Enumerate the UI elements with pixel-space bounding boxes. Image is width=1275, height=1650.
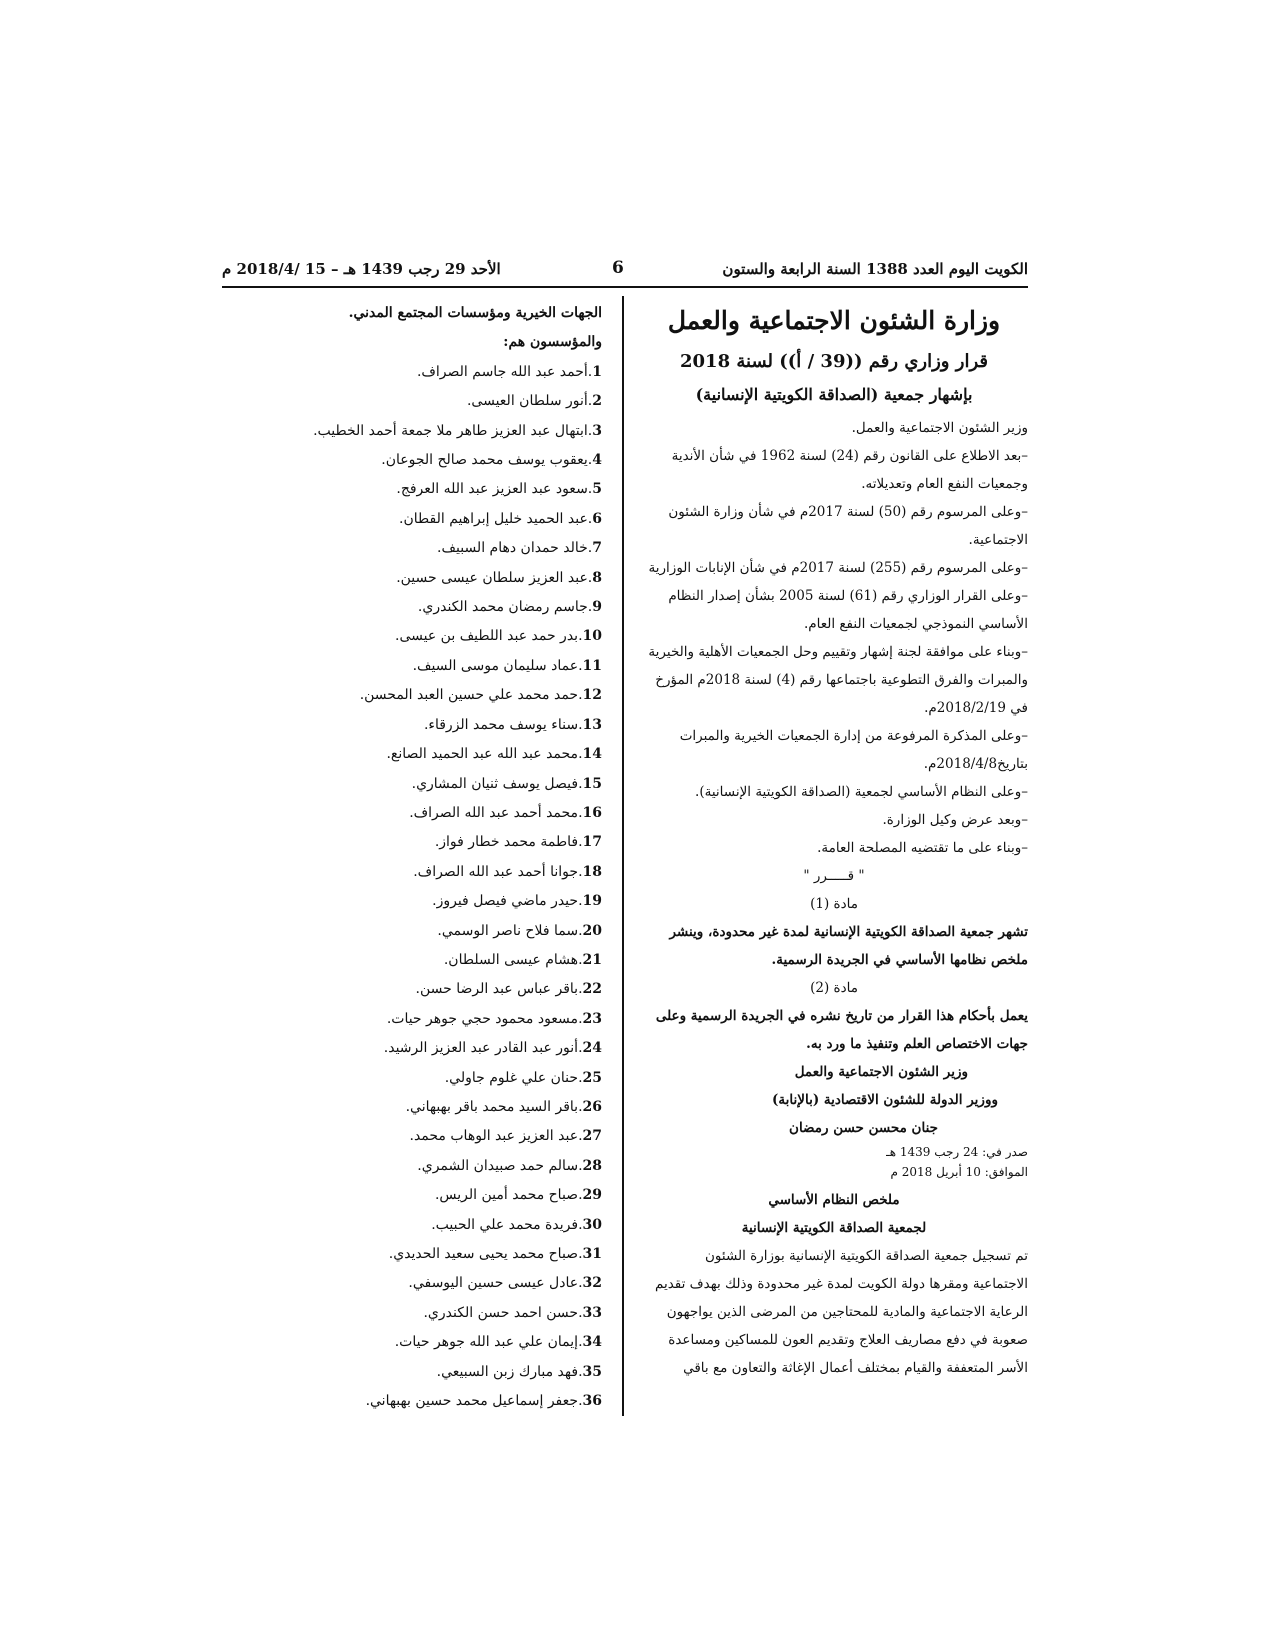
founder-number: 3 bbox=[592, 422, 602, 439]
founder-number: 13 bbox=[582, 716, 602, 733]
founder-number: 31 bbox=[582, 1246, 602, 1262]
founder-number: 17 bbox=[582, 834, 602, 851]
founder-item: 16.محمد أحمد عبد الله الصراف. bbox=[409, 804, 602, 821]
founder-name: جعفر إسماعيل محمد حسين بهبهاني. bbox=[365, 1393, 579, 1410]
summary-continuation: الجهات الخيرية ومؤسسات المجتمع المدني. bbox=[348, 305, 602, 321]
founder-name: حيدر ماضي فيصل فيروز. bbox=[432, 893, 579, 910]
founder-name: هشام عيسى السلطان. bbox=[443, 951, 579, 968]
article-2-title: مادة (2) bbox=[810, 980, 858, 996]
preamble-line: –وعلى المرسوم رقم (50) لسنة 2017م في شأن وزارة الشئون الاجتماعية. bbox=[668, 504, 1028, 548]
founders-label: والمؤسسون هم: bbox=[503, 334, 602, 351]
founder-name: أنور عبد القادر عبد العزيز الرشيد. bbox=[383, 1040, 579, 1057]
founder-number: 21 bbox=[582, 951, 602, 968]
founder-item: 32.عادل عيسى حسين اليوسفي. bbox=[408, 1275, 602, 1292]
founder-number: 29 bbox=[582, 1187, 602, 1204]
founder-number: 2 bbox=[592, 393, 602, 410]
summary-line: الرعاية الاجتماعية والمادية للمحتاجين من المرضى الذين يواجهون bbox=[666, 1304, 1028, 1320]
founder-name: حمد محمد علي حسين العبد المحسن. bbox=[359, 687, 579, 704]
founder-item: 35.فهد مبارك زبن السبيعي. bbox=[436, 1363, 602, 1380]
founder-number: 34 bbox=[582, 1334, 602, 1351]
header-date: الأحد 29 رجب 1439 هـ – 15 /2018/4 م bbox=[222, 260, 501, 278]
summary-subtitle: لجمعية الصداقة الكويتية الإنسانية bbox=[741, 1220, 927, 1236]
founder-item: 31.صباح محمد يحيى سعيد الحديدي. bbox=[388, 1246, 602, 1262]
preamble-line: –وبناء على ما تقتضيه المصلحة العامة. bbox=[817, 840, 1028, 856]
founder-number: 8 bbox=[592, 569, 602, 586]
founder-number: 12 bbox=[582, 687, 602, 704]
founder-name: حسن احمد حسن الكندري. bbox=[423, 1304, 579, 1321]
founder-name: سالم حمد صبيدان الشمري. bbox=[417, 1157, 579, 1174]
founder-item: 25.حنان علي غلوم جاولي. bbox=[444, 1069, 602, 1086]
decree-subject: بإشهار جمعية (الصداقة الكويتية الإنسانية) bbox=[695, 385, 973, 404]
founder-name: سناء يوسف محمد الزرقاء. bbox=[423, 716, 579, 733]
founder-item: 13.سناء يوسف محمد الزرقاء. bbox=[423, 716, 602, 733]
issued-date: صدر في: 24 رجب 1439 هـ bbox=[886, 1145, 1028, 1159]
founder-name: بدر حمد عبد اللطيف بن عيسى. bbox=[395, 628, 579, 645]
summary-title: ملخص النظام الأساسي bbox=[768, 1192, 900, 1208]
founder-item: 14.محمد عبد الله عبد الحميد الصانع. bbox=[386, 746, 602, 763]
founder-item: 15.فيصل يوسف ثنيان المشاري. bbox=[411, 775, 602, 792]
corresponding-date: الموافق: 10 أبريل 2018 م bbox=[890, 1165, 1028, 1179]
founder-name: صباح محمد أمين الريس. bbox=[434, 1187, 579, 1204]
founder-name: مسعود محمود حجي جوهر حيات. bbox=[386, 1010, 579, 1027]
founder-name: خالد حمدان دهام السبيف. bbox=[437, 540, 588, 557]
preamble-line: وجمعيات النفع العام وتعديلاته. bbox=[861, 476, 1028, 492]
preamble-line: بتاريخ2018/4/8م. bbox=[923, 756, 1028, 772]
preamble-line: –وعلى النظام الأساسي لجمعية (الصداقة الكويتية الإنسانية). bbox=[695, 784, 1028, 800]
header-divider bbox=[222, 286, 1028, 288]
founder-item: 28.سالم حمد صبيدان الشمري. bbox=[417, 1157, 602, 1174]
founder-number: 33 bbox=[582, 1304, 602, 1321]
founder-number: 28 bbox=[582, 1157, 602, 1174]
founder-name: فهد مبارك زبن السبيعي. bbox=[436, 1363, 579, 1380]
page-header bbox=[222, 256, 1028, 286]
founder-item: 4.يعقوب يوسف محمد صالح الجوعان. bbox=[381, 452, 602, 469]
article-line: يعمل بأحكام هذا القرار من تاريخ نشره في الجريدة الرسمية وعلى bbox=[655, 1008, 1028, 1024]
founder-item: 7.خالد حمدان دهام السبيف. bbox=[437, 540, 602, 557]
founder-number: 32 bbox=[582, 1275, 602, 1292]
article-2-text bbox=[640, 1002, 1028, 1058]
founder-number: 6 bbox=[592, 510, 602, 527]
left-column bbox=[280, 299, 602, 1416]
preamble-line: –وعلى المذكرة المرفوعة من إدارة الجمعيات الخيرية والمبرات bbox=[679, 728, 1028, 744]
founder-item: 2.أنور سلطان العيسى. bbox=[466, 393, 602, 410]
preamble-line: وزير الشئون الاجتماعية والعمل. bbox=[851, 420, 1028, 436]
header-issue-info: الكويت اليوم العدد 1388 السنة الرابعة والستون bbox=[722, 260, 1028, 278]
founder-item: 11.عماد سليمان موسى السيف. bbox=[412, 657, 602, 674]
founder-name: سما فلاح ناصر الوسمي. bbox=[437, 922, 579, 939]
founder-name: محمد أحمد عبد الله الصراف. bbox=[409, 804, 579, 821]
founder-item: 21.هشام عيسى السلطان. bbox=[443, 951, 602, 968]
founder-name: عبد العزيز عبد الوهاب محمد. bbox=[409, 1128, 579, 1145]
founder-item: 29.صباح محمد أمين الريس. bbox=[434, 1187, 602, 1204]
founder-number: 23 bbox=[582, 1010, 602, 1027]
founder-item: 19.حيدر ماضي فيصل فيروز. bbox=[432, 893, 602, 910]
founder-number: 9 bbox=[592, 599, 602, 616]
founder-name: حنان علي غلوم جاولي. bbox=[444, 1069, 579, 1086]
founder-item: 27.عبد العزيز عبد الوهاب محمد. bbox=[409, 1128, 602, 1145]
signature-title-1: وزير الشئون الاجتماعية والعمل bbox=[794, 1064, 968, 1080]
founder-name: عادل عيسى حسين اليوسفي. bbox=[408, 1275, 579, 1292]
founder-name: باقر السيد محمد باقر بهبهاني. bbox=[405, 1098, 579, 1115]
founder-number: 16 bbox=[582, 804, 602, 821]
founder-name: إيمان علي عبد الله جوهر حيات. bbox=[394, 1334, 579, 1351]
summary-line: الأسر المتعففة والقيام بمختلف أعمال الإغاثة والتعاون مع باقي bbox=[683, 1360, 1028, 1376]
founder-item: 6.عبد الحميد خليل إبراهيم القطان. bbox=[399, 510, 602, 527]
founder-name: سعود عبد العزيز عبد الله العرفج. bbox=[396, 481, 588, 498]
founder-item: 22.باقر عباس عبد الرضا حسن. bbox=[415, 981, 602, 998]
founder-number: 22 bbox=[582, 981, 602, 998]
founder-name: جوانا أحمد عبد الله الصراف. bbox=[413, 863, 579, 880]
founder-name: عبد العزيز سلطان عيسى حسين. bbox=[396, 569, 588, 586]
founder-item: 3.ابتهال عبد العزيز طاهر ملا جمعة أحمد الخطيب. bbox=[313, 422, 602, 439]
founder-item: 23.مسعود محمود حجي جوهر حيات. bbox=[386, 1010, 602, 1027]
article-1-text bbox=[640, 918, 1028, 974]
founder-number: 20 bbox=[582, 922, 602, 939]
preamble-line: –وعلى القرار الوزاري رقم (61) لسنة 2005 بشأن إصدار النظام bbox=[668, 588, 1028, 604]
founder-number: 1 bbox=[592, 363, 602, 380]
signature-name: جنان محسن حسن رمضان bbox=[789, 1120, 938, 1136]
preamble-line: والمبرات والفرق التطوعية باجتماعها رقم (4) لسنة 2018م المؤرخ bbox=[655, 672, 1028, 688]
founder-item: 1.أحمد عبد الله جاسم الصراف. bbox=[416, 363, 602, 380]
founder-item: 26.باقر السيد محمد باقر بهبهاني. bbox=[405, 1098, 602, 1115]
founder-number: 5 bbox=[592, 481, 602, 498]
signature-title-2: ووزير الدولة للشئون الاقتصادية (بالإنابة) bbox=[772, 1092, 998, 1108]
founder-name: فيصل يوسف ثنيان المشاري. bbox=[411, 775, 579, 792]
decision-word: " قـــــرر " bbox=[803, 868, 865, 884]
founder-item: 17.فاطمة محمد خطار فواز. bbox=[434, 834, 602, 851]
founder-item: 5.سعود عبد العزيز عبد الله العرفج. bbox=[396, 481, 602, 498]
founder-number: 24 bbox=[582, 1040, 602, 1057]
founder-number: 7 bbox=[592, 540, 602, 557]
founder-name: أحمد عبد الله جاسم الصراف. bbox=[416, 363, 588, 380]
founder-number: 18 bbox=[582, 863, 602, 880]
founder-number: 26 bbox=[582, 1098, 602, 1115]
right-column bbox=[640, 300, 1028, 1382]
founder-number: 15 bbox=[582, 775, 602, 792]
founder-number: 14 bbox=[582, 746, 602, 763]
article-line: ملخص نظامها الأساسي في الجريدة الرسمية. bbox=[771, 952, 1028, 968]
preamble-line: –وعلى المرسوم رقم (255) لسنة 2017م في شأن الإنابات الوزارية bbox=[648, 560, 1028, 576]
founder-item: 8.عبد العزيز سلطان عيسى حسين. bbox=[396, 569, 602, 586]
founder-name: أنور سلطان العيسى. bbox=[466, 393, 588, 410]
founder-number: 25 bbox=[582, 1069, 602, 1086]
founder-item: 18.جوانا أحمد عبد الله الصراف. bbox=[413, 863, 602, 880]
founder-number: 19 bbox=[582, 893, 602, 910]
preamble-line: في 2018/2/19م. bbox=[924, 700, 1028, 716]
summary-line: تم تسجيل جمعية الصداقة الكويتية الإنسانية بوزارة الشئون bbox=[705, 1248, 1028, 1264]
article-line: جهات الاختصاص العلم وتنفيذ ما ورد به. bbox=[806, 1036, 1028, 1052]
preamble-line: –وبناء على موافقة لجنة إشهار وتقييم وحل الجمعيات الأهلية والخيرية bbox=[648, 644, 1028, 660]
summary-text bbox=[640, 1242, 1028, 1382]
founder-name: عبد الحميد خليل إبراهيم القطان. bbox=[399, 510, 588, 527]
founder-item: 33.حسن احمد حسن الكندري. bbox=[423, 1304, 602, 1321]
founder-item: 36.جعفر إسماعيل محمد حسين بهبهاني. bbox=[365, 1393, 602, 1410]
founder-item: 9.جاسم رمضان محمد الكندري. bbox=[417, 599, 602, 616]
ministry-heading: وزارة الشئون الاجتماعية والعمل bbox=[667, 306, 1001, 335]
founder-name: جاسم رمضان محمد الكندري. bbox=[417, 599, 588, 616]
preamble-line: –بعد الاطلاع على القانون رقم (24) لسنة 1962 في شأن الأندية bbox=[671, 448, 1028, 464]
founder-number: 27 bbox=[582, 1128, 602, 1145]
founder-item: 30.فريدة محمد علي الحبيب. bbox=[431, 1216, 602, 1233]
decree-preamble bbox=[640, 414, 1028, 862]
founder-number: 11 bbox=[582, 657, 602, 674]
founder-name: ابتهال عبد العزيز طاهر ملا جمعة أحمد الخطيب. bbox=[313, 422, 588, 439]
founder-name: يعقوب يوسف محمد صالح الجوعان. bbox=[381, 452, 588, 469]
founder-item: 34.إيمان علي عبد الله جوهر حيات. bbox=[394, 1334, 602, 1351]
founder-name: محمد عبد الله عبد الحميد الصانع. bbox=[386, 746, 579, 763]
founder-item: 24.أنور عبد القادر عبد العزيز الرشيد. bbox=[383, 1040, 602, 1057]
decree-title: قرار وزاري رقم ((39 / أ)) لسنة 2018 bbox=[680, 351, 988, 372]
founder-number: 30 bbox=[582, 1216, 602, 1233]
page-number: 6 bbox=[612, 258, 624, 278]
founder-item: 12.حمد محمد علي حسين العبد المحسن. bbox=[359, 687, 602, 704]
summary-line: صعوبة في دفع مصاريف العلاج وتقديم العون للمساكين ومساعدة bbox=[668, 1332, 1028, 1348]
summary-line: الاجتماعية ومقرها دولة الكويت لمدة غير محدودة وذلك بهدف تقديم bbox=[654, 1276, 1028, 1292]
founder-number: 4 bbox=[592, 452, 602, 469]
founder-name: عماد سليمان موسى السيف. bbox=[412, 657, 579, 674]
preamble-line: –وبعد عرض وكيل الوزارة. bbox=[882, 812, 1028, 828]
founder-number: 35 bbox=[582, 1363, 602, 1380]
founder-name: فريدة محمد علي الحبيب. bbox=[431, 1216, 579, 1233]
founder-name: باقر عباس عبد الرضا حسن. bbox=[415, 981, 579, 998]
article-line: تشهر جمعية الصداقة الكويتية الإنسانية لمدة غير محدودة، وينشر bbox=[669, 924, 1028, 940]
founder-number: 36 bbox=[582, 1393, 602, 1410]
founder-item: 20.سما فلاح ناصر الوسمي. bbox=[437, 922, 602, 939]
founder-number: 10 bbox=[582, 628, 602, 645]
founders-list bbox=[280, 358, 602, 1417]
preamble-line: الأساسي النموذجي لجمعيات النفع العام. bbox=[803, 616, 1028, 632]
founder-item: 10.بدر حمد عبد اللطيف بن عيسى. bbox=[395, 628, 602, 645]
founder-name: صباح محمد يحيى سعيد الحديدي. bbox=[388, 1246, 579, 1262]
founder-name: فاطمة محمد خطار فواز. bbox=[434, 834, 579, 851]
column-divider bbox=[622, 296, 624, 1416]
article-1-title: مادة (1) bbox=[810, 896, 858, 912]
